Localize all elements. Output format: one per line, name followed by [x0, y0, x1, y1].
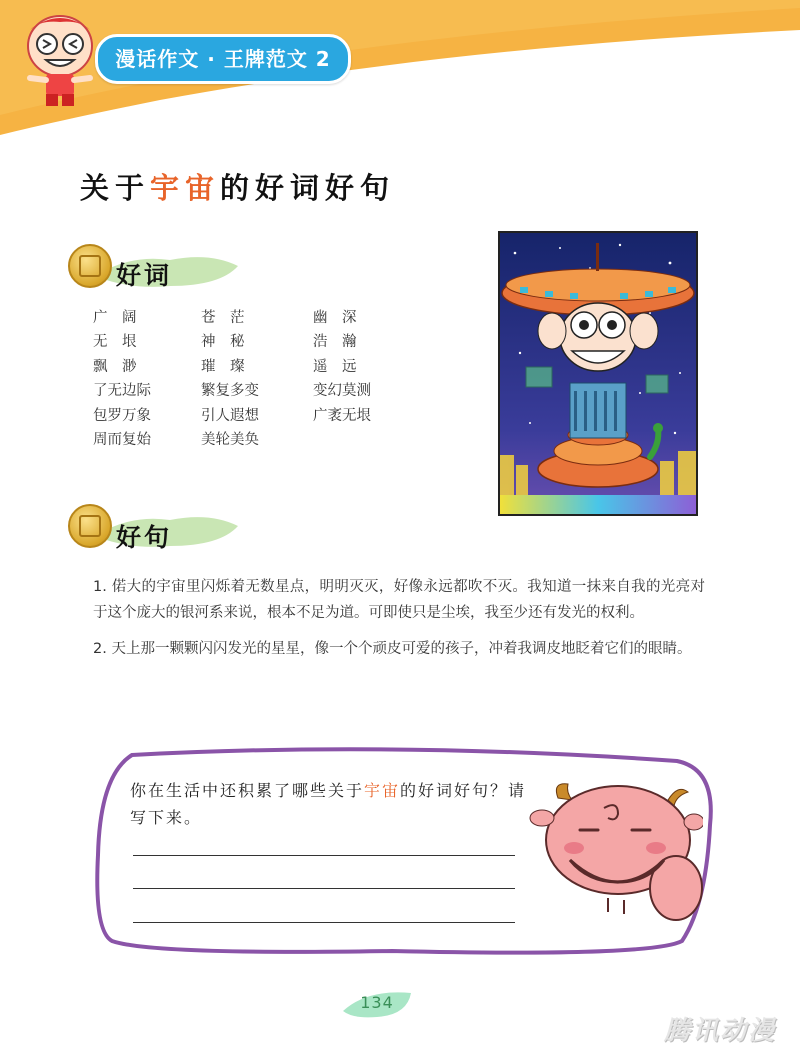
good-words-list	[93, 306, 393, 452]
word: 飘 渺	[93, 358, 137, 375]
word: 苍 茫	[201, 310, 245, 326]
list-item	[93, 330, 393, 354]
word: 美轮美奂	[201, 431, 259, 448]
watermark: 腾讯动漫	[664, 1016, 777, 1046]
writing-line[interactable]	[133, 855, 515, 856]
writing-line[interactable]	[133, 888, 515, 889]
word: 幽 深	[313, 310, 357, 326]
word: 包罗万象	[93, 407, 151, 424]
word: 繁复多变	[201, 383, 259, 400]
universe-illustration	[498, 231, 698, 516]
word: 广袤无垠	[313, 407, 371, 424]
sentence-item: 1. 偌大的宇宙里闪烁着无数星点，明明灭灭，好像永远都吹不灭。我知道一抹来自我的光亮对于这个庞大的银河系来说，根本不足为道。可即使只是尘埃，我至少还有发光的权利。	[93, 579, 705, 621]
word: 遥 远	[313, 358, 357, 375]
word: 浩 瀚	[313, 334, 357, 351]
list-item	[93, 404, 393, 428]
word: 璀 璨	[201, 358, 245, 375]
sentence-item: 2. 天上那一颗颗闪闪发光的星星，像一个个顽皮可爱的孩子，冲着我调皮地眨着它们的眼睛。	[93, 641, 692, 657]
page-title: 关于宇宙的好词好句	[80, 171, 396, 205]
word: 变幻莫测	[313, 383, 371, 400]
word: 广 阔	[93, 310, 137, 326]
prompt-text: 你在生活中还积累了哪些关于宇宙的好词好句？请写下来。	[130, 781, 527, 827]
coin-icon	[68, 504, 112, 548]
writing-line[interactable]	[133, 922, 515, 923]
list-item	[93, 428, 393, 452]
page-title-highlight: 宇宙	[150, 171, 221, 205]
page-number: 134	[360, 993, 394, 1012]
word: 神 秘	[201, 334, 245, 351]
coin-icon	[68, 244, 112, 288]
good-words-heading: 好词	[116, 261, 173, 290]
word: 周而复始	[93, 431, 151, 448]
mascot-boy-icon	[10, 8, 110, 118]
prompt-highlight: 宇宙	[364, 781, 401, 800]
page-number-badge	[337, 985, 417, 1021]
list-item	[93, 379, 393, 403]
word: 无 垠	[93, 334, 137, 351]
word: 引人遐想	[201, 407, 259, 424]
word: 了无边际	[93, 383, 151, 400]
good-words-header	[68, 240, 238, 300]
list-item	[93, 355, 393, 379]
list-item	[93, 306, 393, 330]
pink-cow-icon	[528, 778, 703, 928]
good-sentences-header	[68, 500, 238, 560]
good-sentences-list	[93, 574, 705, 672]
series-title: 漫话作文 · 王牌范文 2	[95, 34, 351, 84]
good-sentences-heading: 好句	[116, 523, 173, 552]
